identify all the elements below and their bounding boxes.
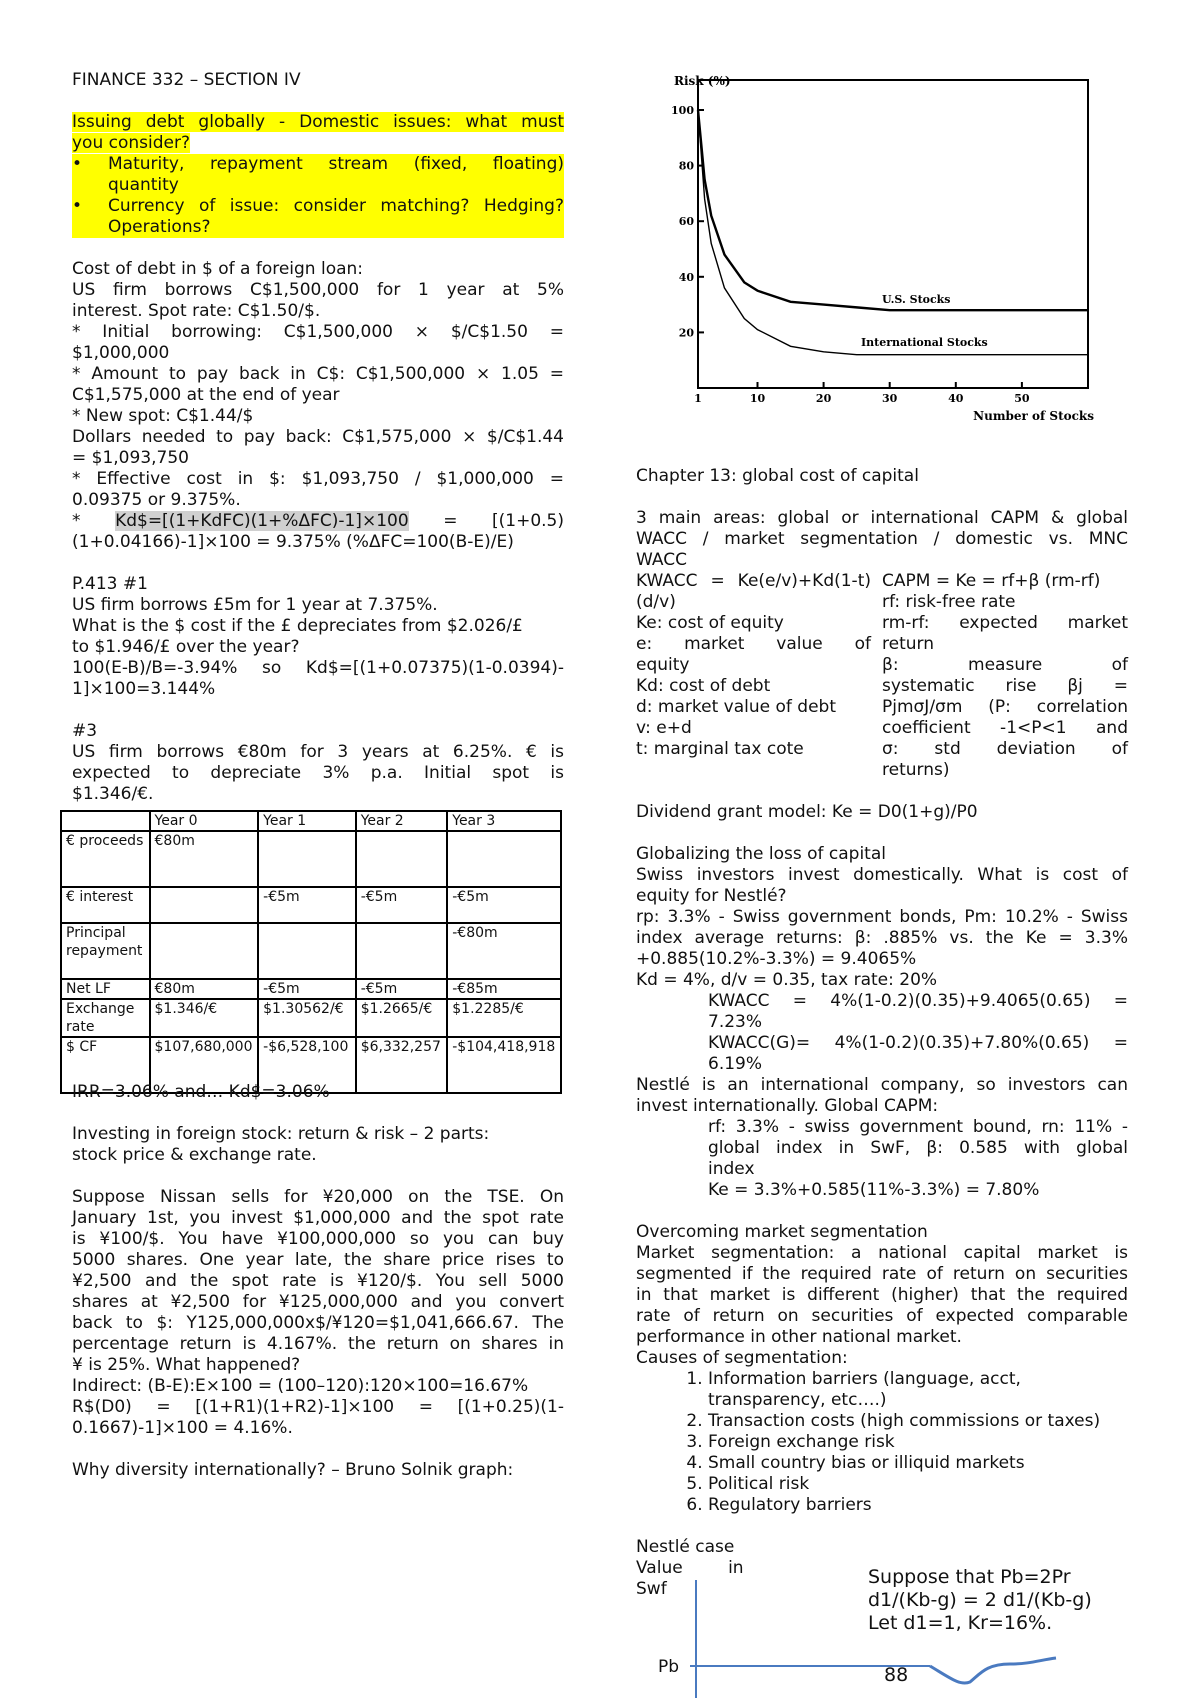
suppose-block: Suppose that Pb=2Pr d1/(Kb-g) = 2 d1/(Kb-g) Let d1=1, Kr=16%.	[868, 1566, 1092, 1634]
pb-label: Pb	[658, 1657, 680, 1677]
dividend-model: Dividend grant model: Ke = D0(1+g)/P0	[636, 802, 978, 822]
x-tick-label: 1	[694, 392, 702, 405]
page-title: FINANCE 332 – SECTION IV	[72, 70, 301, 90]
x-axis-label: Number of Stocks	[973, 409, 1094, 423]
bullet-item: • Maturity, repayment stream (fixed, floating) quantity	[72, 154, 564, 196]
x-tick-label: 50	[1014, 392, 1030, 405]
table-row: € interest -€5m -€5m -€5m	[61, 887, 561, 923]
us-stocks-line	[698, 110, 1088, 310]
table-row: € proceeds €80m	[61, 831, 561, 887]
cost-of-debt-block: Cost of debt in $ of a foreign loan: US firm borrows C$1,500,000 for 1 year at 5% interest. Spot rate: C$1.50/$. * Initial borrowing: C$1,500,000 × $/C$1.50 = $1,000,000 * Amount to pay back in C$: C$1,500,000 × 1.05 = C$1,575,000 at the end of year * New spot: C$1.44/$ Dollars needed to pay back: C$1,575,000 × $/C$1.44 = $1,093,750 * Effective cost in $: $1,093,750 / $1,000,000 = 0.09375 or 9.375%. * Kd$=[(1+KdFC)(1+%ΔFC)-1]×100 = [(1+0.5) (1+0.04166)-1]×100 = 9.375% (%ΔFC=100(B-E)/E)	[72, 259, 564, 552]
capm-column: CAPM = Ke = rf+β (rm-rf) rf: risk-free rate rm-rf: expected market return β: measure of systematic rise βj = PjmσJ/σm (P: correlation coefficient -1<P<1 and σ: std deviation of returns)	[882, 571, 1128, 780]
left-column	[72, 70, 564, 805]
list-item: 5. Political risk	[708, 1474, 1128, 1495]
x-tick-label: 40	[948, 392, 964, 405]
x-tick-label: 10	[749, 392, 766, 405]
list-item: 1. Information barriers (language, acct, transparency, etc….)	[708, 1369, 1128, 1411]
causes-list	[636, 1369, 1128, 1516]
issuing-heading-1: Issuing debt globally - Domestic issues: what must	[72, 112, 564, 132]
y-tick-label: 40	[678, 270, 694, 284]
issuing-bullets	[72, 154, 564, 238]
list-item: 2. Transaction costs (high commissions or taxes)	[708, 1411, 1128, 1432]
globalizing-block: Globalizing the loss of capital Swiss investors invest domestically. What is cost of equity for Nestlé? rp: 3.3% - Swiss government bonds, Pm: 10.2% - Swiss index average returns: β: .885% vs. the Ke = 3.3% +0.885(10.2%-3.3%) = 9.4065% Kd = 4%, d/v = 0.35, tax rate: 20% KWACC = 4%(1-0.2)(0.35)+9.4065(0.65) = 7.23% KWACC(G)= 4%(1-0.2)(0.35)+7.80%(0.65) = 6.19% Nestlé is an international company, so investors can invest internationally. Global CAPM: rf: 3.3% - swiss government bound, rn: 11% - global index in SwF, β: 0.585 with global index Ke = 3.3%+0.585(11%-3.3%) = 7.80%	[636, 844, 1128, 1200]
bullet-item: • Currency of issue: consider matching? Hedging? Operations?	[72, 196, 564, 238]
y-tick-label: 60	[678, 215, 694, 229]
problem-3-block: #3 US firm borrows €80m for 3 years at 6.25%. € is expected to depreciate 3% p.a. Initial spot is $1.346/€.	[72, 721, 564, 804]
wacc-column: KWACC = Ke(e/v)+Kd(1-t) (d/v) Ke: cost of equity e: market value of equity Kd: cost of debt d: market value of debt v: e+d t: marginal tax cote	[636, 571, 871, 759]
y-axis-label: Risk (%)	[674, 74, 731, 88]
intl-stocks-label: International Stocks	[861, 336, 988, 349]
left-column-lower: IRR=3.06% and… Kd$=3.06% Investing in foreign stock: return & risk – 2 parts: stock price & exchange rate. Suppose Nissan sells for ¥20,000 on the TSE. On January 1st, you invest $1,000,000 and the spot rate is ¥100/$. You have ¥100,000,000 so you can buy 5000 shares. One year late, the share price rises to ¥2,500 and the spot rate is ¥120/$. You sell 5000 shares at ¥2,500 for ¥125,000,000 and you convert back to $: Y125,000,000x$/¥120=$1,041,666.67. The percentage return is 4.167%. the return on shares in ¥ is 25%. What happened? Indirect: (B-E):E×100 = (100–120):120×100=16.67% R$(D0) = [(1+R1)(1+R2)-1]×100 = [(1+0.25)(1- 0.1667)-1]×100 = 4.16%. Why diversity internationally? – Bruno Solnik graph:	[72, 1082, 564, 1480]
page-number: 88	[884, 1664, 909, 1686]
list-item: 3. Foreign exchange risk	[708, 1432, 1128, 1453]
wacc-capm-columns	[636, 571, 1128, 781]
chapter-13-heading: Chapter 13: global cost of capital	[636, 466, 919, 486]
table-row: Net LF €80m -€5m -€5m -€85m	[61, 979, 561, 999]
list-item: 4. Small country bias or illiquid markets	[708, 1453, 1128, 1474]
intl-stocks-line	[698, 110, 1088, 355]
value-label: Value in Swf	[636, 1558, 744, 1598]
x-tick-label: 30	[882, 392, 898, 405]
y-tick-label: 20	[678, 326, 694, 340]
list-item: 6. Regulatory barriers	[708, 1495, 1128, 1516]
x-tick-label: 20	[815, 392, 832, 405]
right-column: Chapter 13: global cost of capital 3 main areas: global or international CAPM & global WACC / market segmentation / domestic vs. MNC WACC KWACC = Ke(e/v)+Kd(1-t) (d/v) Ke: cost of equity e: market value of equity Kd: cost of debt d: market value of debt v: e+d t: marginal tax cote CAPM = Ke = rf+β (rm-rf) rf: risk-free rate rm-rf: expected market return β: measure of systematic rise βj = PjmσJ/σm (P: correlation coefficient -1<P<1 and σ: std deviation of returns) Dividend grant model: Ke = D0(1+g)/P0 Globalizing the loss of capital Swiss investors invest domestically. What is cost of equity for Nestlé? rp: 3.3% - Swiss government bonds, Pm: 10.2% - Swiss index average returns: β: .885% vs. the Ke = 3.3% +0.885(10.2%-3.3%) = 9.4065% Kd = 4%, d/v = 0.35, tax rate: 20% KWACC = 4%(1-0.2)(0.35)+9.4065(0.65) = 7.23% KWACC(G)= 4%(1-0.2)(0.35)+7.80%(0.65) = 6.19% Nestlé is an international company, so investors can invest internationally. Global CAPM: rf: 3.3% - swiss government bound, rn: 11% - global index in SwF, β: 0.585 with global index Ke = 3.3%+0.585(11%-3.3%) = 7.80% Overcoming market segmentation Market segmentation: a national capital market is segmented if the required rate of return on securities in that market is different (higher) that the required rate of return on securities of expected comparable performance in other national market. Causes of segmentation: 1. Information barriers (language, acct, transparency, etc….) 2. Transaction costs (high commissions or taxes) 3. Foreign exchange risk 4. Small country bias or illiquid markets 5. Political risk 6. Regulatory barriers Nestlé case	[636, 466, 1128, 1558]
table-row: Principal repayment -€80m	[61, 923, 561, 979]
cash-flow-table	[60, 810, 562, 1094]
segmentation-block: Overcoming market segmentation Market segmentation: a national capital market is segmented if the required rate of return on securities in that market is different (higher) that the required rate of return on securities of expected comparable performance in other national market. Causes of segmentation: 1. Information barriers (language, acct, transparency, etc….) 2. Transaction costs (high commissions or taxes) 3. Foreign exchange risk 4. Small country bias or illiquid markets 5. Political risk 6. Regulatory barriers	[636, 1222, 1128, 1516]
table-row: Exchange rate $1.346/€ $1.30562/€ $1.2665/€ $1.2285/€	[61, 999, 561, 1037]
p413-block: P.413 #1 US firm borrows £5m for 1 year at 7.375%. What is the $ cost if the £ depreciates from $2.026/£ to $1.946/£ over the year? 100(E-B)/B=-3.94% so Kd$=[(1+0.07375)(1-0.0394)- 1]×100=3.144%	[72, 574, 564, 699]
nestle-case-heading: Nestlé case	[636, 1537, 735, 1557]
kd-formula: Kd$=[(1+KdFC)(1+%ΔFC)-1]×100	[115, 511, 409, 531]
solnik-heading: Why diversity internationally? – Bruno Solnik graph:	[72, 1460, 514, 1480]
y-tick-label: 100	[671, 104, 694, 117]
us-stocks-label: U.S. Stocks	[882, 293, 951, 306]
y-tick-label: 80	[678, 159, 694, 173]
nissan-example: Suppose Nissan sells for ¥20,000 on the TSE. On January 1st, you invest $1,000,000 and the spot rate is ¥100/$. You have ¥100,000,000 so you can buy 5000 shares. One year late, the share price rises to ¥2,500 and the spot rate is ¥120/$. You sell 5000 shares at ¥2,500 for ¥125,000,000 and you convert back to $: Y125,000,000x$/¥120=$1,041,666.67. The percentage return is 4.167%. the return on shares in ¥ is 25%. What happened? Indirect: (B-E):E×100 = (100–120):120×100=16.67% R$(D0) = [(1+R1)(1+R2)-1]×100 = [(1+0.25)(1- 0.1667)-1]×100 = 4.16%.	[72, 1187, 564, 1438]
table-header-row: Year 0 Year 1 Year 2 Year 3	[61, 811, 561, 831]
kd-formula-line: * Kd$=[(1+KdFC)(1+%ΔFC)-1]×100 = [(1+0.5)	[72, 511, 564, 531]
table-row: $ CF $107,680,000 -$6,528,100 $6,332,257 -$104,418,918	[61, 1037, 561, 1093]
irr-line: IRR=3.06% and… Kd$=3.06%	[72, 1082, 330, 1102]
issuing-heading-2: you consider?	[72, 133, 191, 153]
solnik-risk-chart	[664, 70, 1104, 430]
